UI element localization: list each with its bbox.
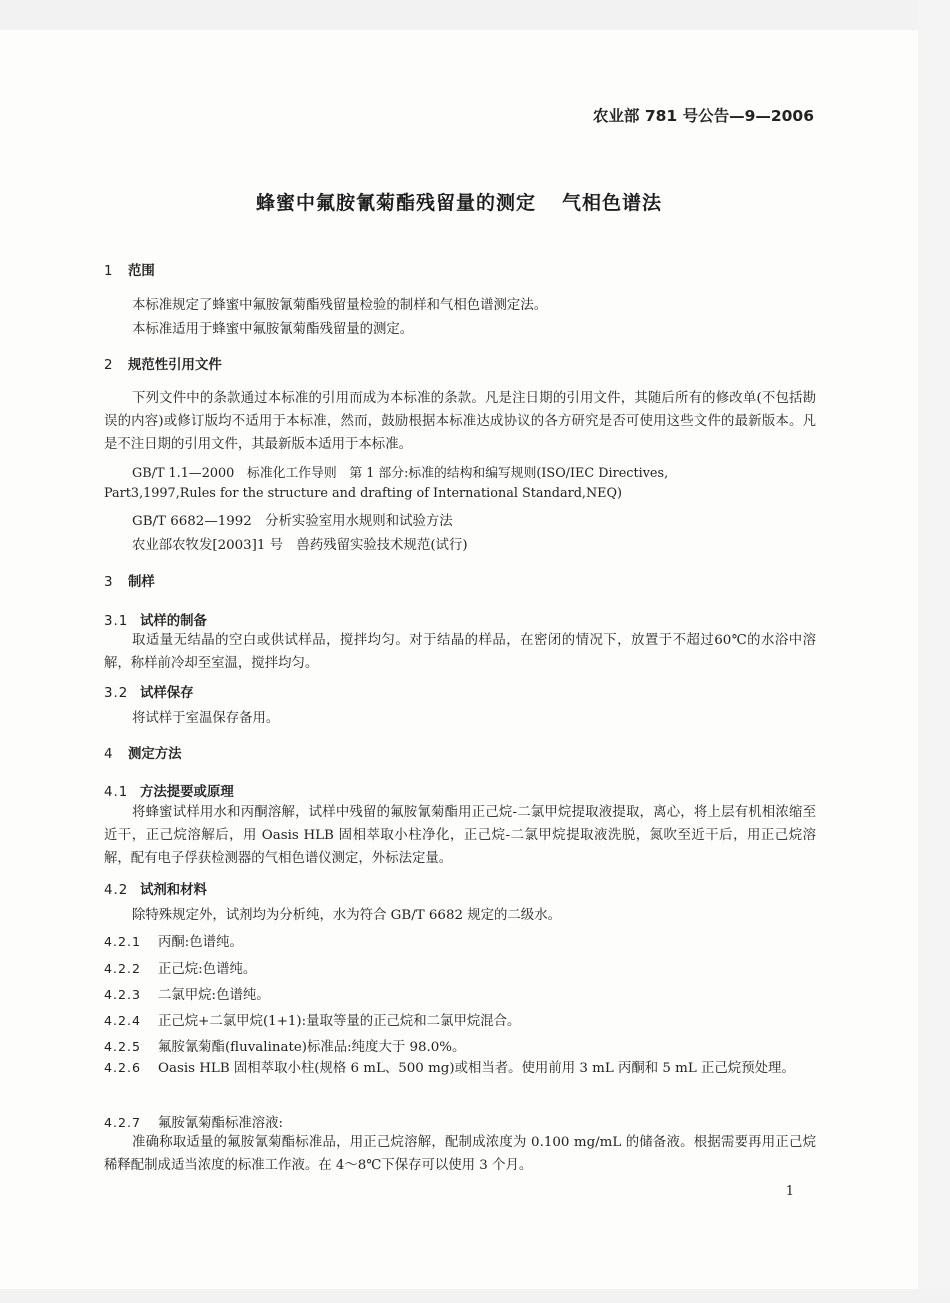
reference-1-line-1: GB/T 1.1—2000 标准化工作导则 第 1 部分:标准的结构和编写规则(ISO/IEC Directives, [132, 466, 669, 481]
reference-1-line-2: Part3,1997,Rules for the structure and drafting of International Standard,NEQ) [104, 486, 622, 501]
document-code: 农业部 781 号公告—9—2006 [592, 107, 814, 125]
scan-bottom-edge [0, 1289, 950, 1303]
section-3-1-heading: 3.1 试样的制备 [104, 614, 207, 629]
title-main: 蜂蜜中氟胺氰菊酯残留量的测定 [255, 192, 536, 214]
reference-2: GB/T 6682—1992 分析实验室用水规则和试验方法 [132, 514, 453, 529]
section-4-2-heading: 4.2 试剂和材料 [104, 883, 207, 898]
section-3-heading: 3 制样 [104, 575, 155, 590]
section-4-1-para: 将蜂蜜试样用水和丙酮溶解，试样中残留的氟胺氰菊酯用正己烷-二氯甲烷提取液提取，离心，将上层有机相浓缩至近干，正己烷溶解后，用 Oasis HLB 固相萃取小柱净化，正己烷-二氯甲烷提取液洗脱，氮吹至近干后，用正己烷溶解，配有电子俘获检测器的气相色谱仪测定，外标法定量。 [104, 805, 816, 866]
list-item: 4.2.4 正己烷+二氯甲烷(1+1):量取等量的正己烷和二氯甲烷混合。 [104, 1013, 521, 1029]
section-2-heading: 2 规范性引用文件 [104, 358, 222, 373]
section-4-2-para: 除特殊规定外，试剂均为分析纯，水为符合 GB/T 6682 规定的二级水。 [132, 908, 561, 923]
title-method: 气相色谱法 [562, 192, 663, 214]
section-3-2-para: 将试样于室温保存备用。 [132, 711, 280, 726]
scan-right-edge [918, 0, 950, 1303]
section-1-heading: 1 范围 [104, 264, 155, 279]
section-1-para-2: 本标准适用于蜂蜜中氟胺氰菊酯残留量的测定。 [132, 322, 414, 337]
list-item: 4.2.1 丙酮:色谱纯。 [104, 934, 243, 950]
section-4-1-heading: 4.1 方法提要或原理 [104, 785, 234, 800]
section-3-1-para: 取适量无结晶的空白或供试样品，搅拌均匀。对于结晶的样品，在密闭的情况下，放置于不超过60℃的水浴中溶解，称样前冷却至室温，搅拌均匀。 [104, 633, 816, 671]
scan-top-edge [0, 0, 950, 30]
section-2-para-1: 下列文件中的条款通过本标准的引用而成为本标准的条款。凡是注日期的引用文件，其随后所有的修改单(不包括勘误的内容)或修订版均不适用于本标准，然而，鼓励根据本标准达成协议的各方研究是否可使用这些文件的最新版本。凡是不注日期的引用文件，其最新版本适用于本标准。 [104, 391, 816, 452]
section-3-2-heading: 3.2 试样保存 [104, 686, 194, 701]
page-number: 1 [785, 1184, 794, 1199]
section-1-para-1: 本标准规定了蜂蜜中氟胺氰菊酯残留量检验的制样和气相色谱测定法。 [132, 298, 548, 313]
list-item: 4.2.5 氟胺氰菊酯(fluvalinate)标准品:纯度大于 98.0%。 [104, 1039, 466, 1055]
list-item: 4.2.2 正己烷:色谱纯。 [104, 961, 257, 977]
reference-3: 农业部农牧发[2003]1 号 兽药残留实验技术规范(试行) [132, 538, 468, 553]
section-4-heading: 4 测定方法 [104, 747, 182, 762]
list-item: 4.2.6 Oasis HLB 固相萃取小柱(规格 6 mL、500 mg)或相当者。使用前用 3 mL 丙酮和 5 mL 正己烷预处理。 [104, 1060, 795, 1076]
list-item: 4.2.7 氟胺氰菊酯标准溶液: [104, 1115, 284, 1131]
document-title [0, 188, 918, 215]
list-item: 4.2.3 二氯甲烷:色谱纯。 [104, 987, 270, 1003]
section-4-2-7-para: 准确称取适量的氟胺氰菊酯标准品，用正己烷溶解，配制成浓度为 0.100 mg/mL 的储备液。根据需要再用正己烷稀释配制成适当浓度的标准工作液。在 4～8℃下保存可以使用 3 个月。 [104, 1135, 816, 1173]
